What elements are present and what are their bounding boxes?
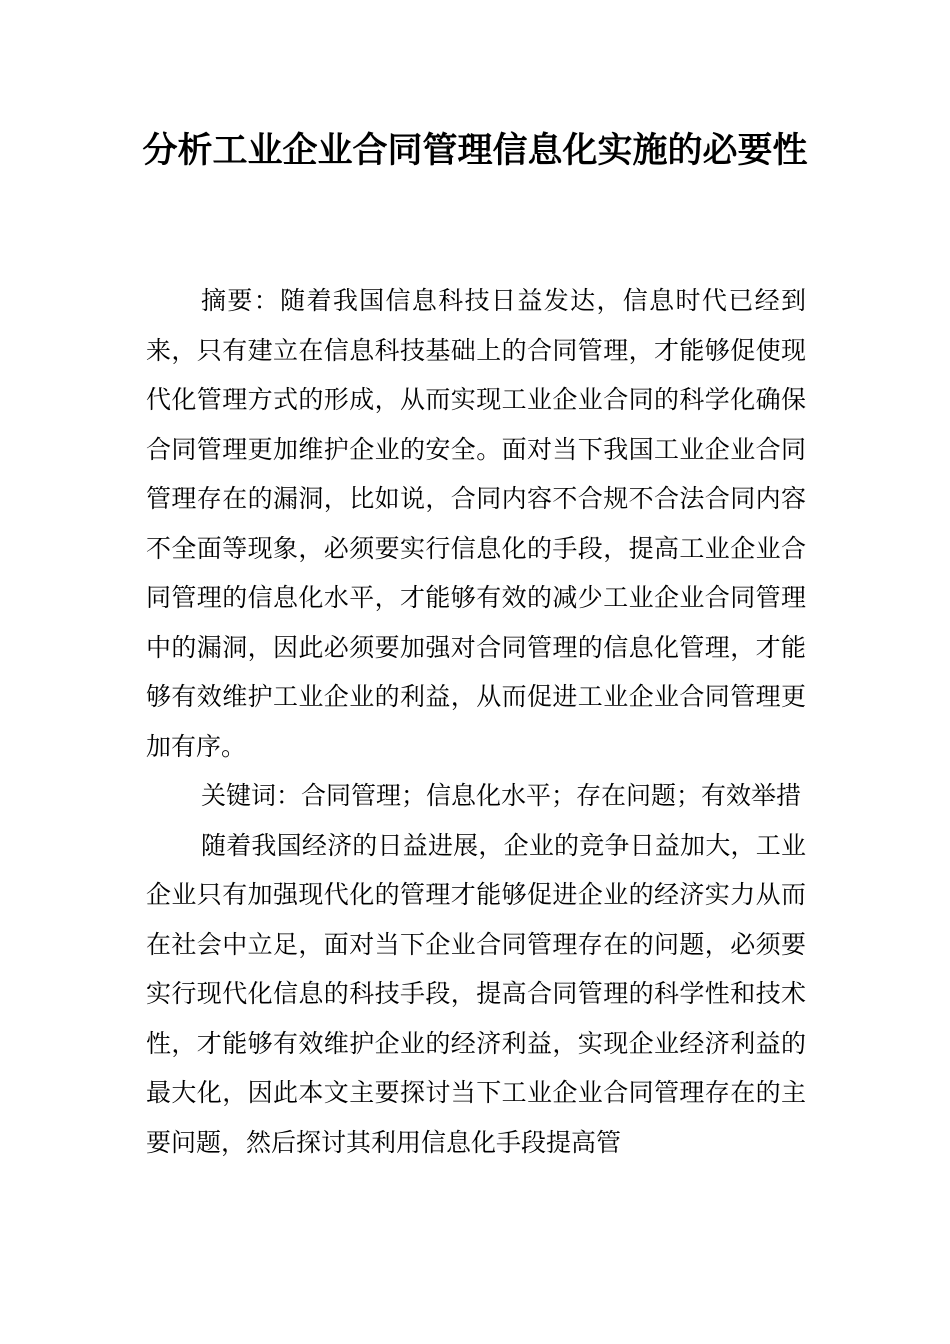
abstract-paragraph: 摘要：随着我国信息科技日益发达，信息时代已经到来，只有建立在信息科技基础上的合同管理，才能够促使现代化管理方式的形成，从而实现工业企业合同的科学化确保合同管理更加维护企业的安全。面对当下我国工业企业合同管理存在的漏洞，比如说，合同内容不合规不合法合同内容不全面等现象，必须要实行信息化的手段，提高工业企业合同管理的信息化水平，才能够有效的减少工业企业合同管理中的漏洞，因此必须要加强对合同管理的信息化管理，才能够有效维护工业企业的利益，从而促进工业企业合同管理更加有序。 [146,286,806,761]
document-title: 分析工业企业合同管理信息化实施的必要性 [142,131,808,171]
document-body [146,276,806,1167]
keywords-paragraph: 关键词：合同管理；信息化水平；存在问题；有效举措 [201,781,802,810]
intro-paragraph: 随着我国经济的日益进展，企业的竞争日益加大，工业企业只有加强现代化的管理才能够促进企业的经济实力从而在社会中立足，面对当下企业合同管理存在的问题，必须要实行现代化信息的科技手段，提高合同管理的科学性和技术性，才能够有效维护企业的经济利益，实现企业经济利益的最大化，因此本文主要探讨当下工业企业合同管理存在的主要问题，然后探讨其利用信息化手段提高管 [146,830,806,1157]
